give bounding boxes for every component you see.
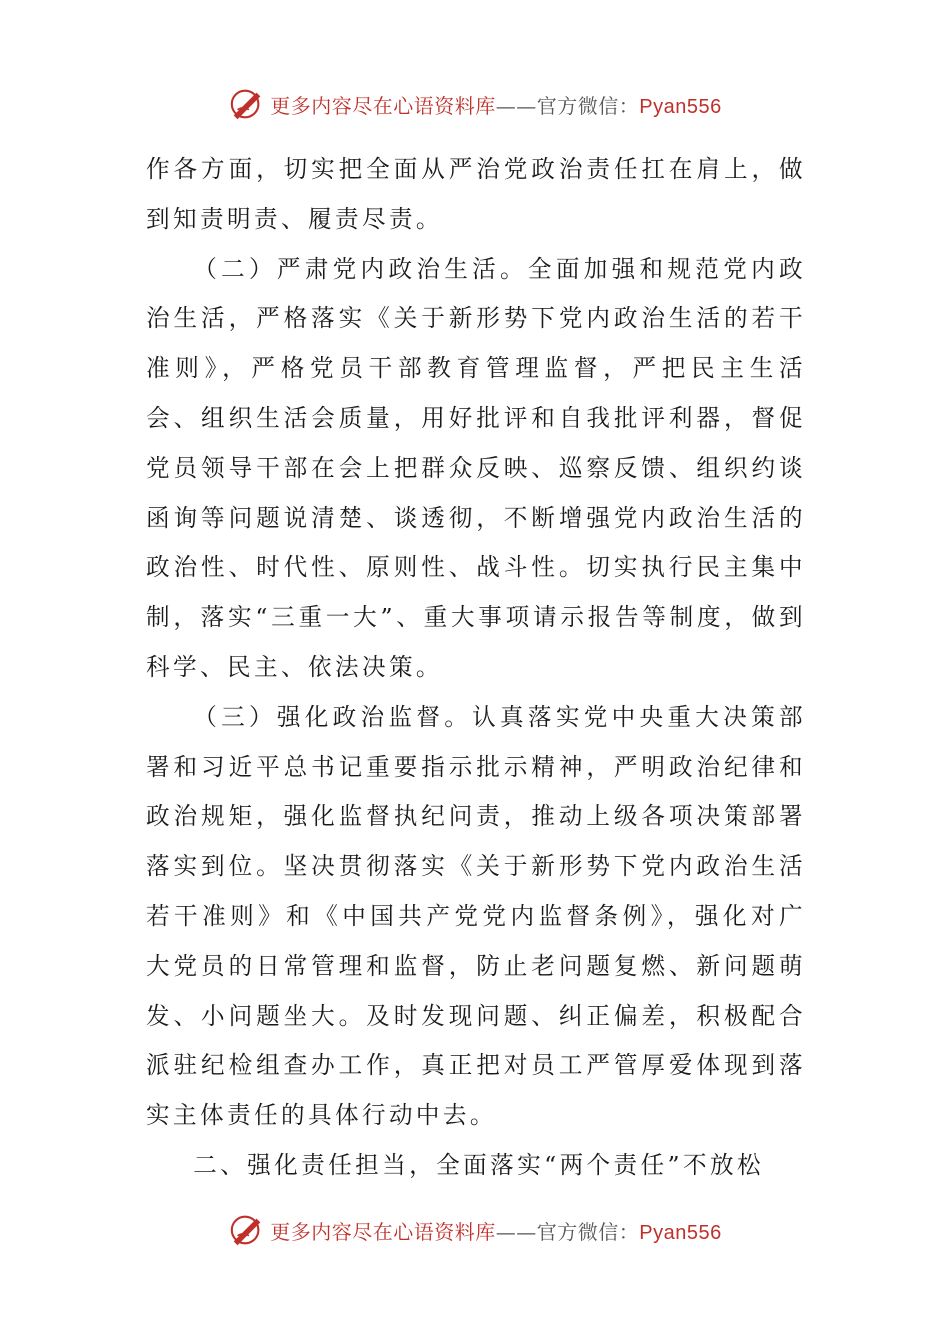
document-body: [146, 145, 806, 1191]
watermark-label: 官方微信：: [536, 93, 640, 118]
paragraph-continuation: 作各方面，切实把全面从严治党政治责任扛在肩上，做到知责明责、履责尽责。: [146, 155, 806, 233]
watermark-handle: Pyan556: [639, 95, 722, 118]
paragraph-section-two: （二）严肃党内政治生活。全面加强和规范党内政治生活，严格落实《关于新形势下党内政治生活的若干准则》，严格党员干部教育管理监督，严把民主生活会、组织生活会质量，用好批评和自我批评利器，督促党员领导干部在会上把群众反映、巡察反馈、组织约谈函询等问题说清楚、谈透彻，不断增强党内政治生活的政治性、时代性、原则性、战斗性。切实执行民主集中制，落实“三重一大”、重大事项请示报告等制度，做到科学、民主、依法决策。: [146, 254, 806, 681]
watermark-handle: Pyan556: [639, 1221, 722, 1244]
paragraph-section-three: （三）强化政治监督。认真落实党中央重大决策部署和习近平总书记重要指示批示精神，严明政治纪律和政治规矩，强化监督执纪问责，推动上级各项决策部署落实到位。坚决贯彻落实《关于新形势下党内政治生活若干准则》和《中国共产党党内监督条例》，强化对广大党员的日常管理和监督，防止老问题复燃、新问题萌发、小问题坐大。及时发现问题、纠正偏差，积极配合派驻纪检组查办工作，真正把对员工严管厚爱体现到落实主体责任的具体行动中去。: [146, 702, 806, 1130]
watermark-dash: ——: [495, 93, 537, 118]
watermark-banner-top: [0, 84, 950, 124]
watermark-text: 更多内容尽在心语资料库: [270, 1219, 496, 1244]
pen-circle-logo-icon: [228, 85, 266, 123]
watermark-banner-bottom: [0, 1210, 950, 1250]
pen-circle-logo-icon: [228, 1211, 266, 1249]
watermark-text: 更多内容尽在心语资料库: [270, 93, 496, 118]
section-heading: 二、强化责任担当，全面落实“两个责任”不放松: [193, 1150, 764, 1179]
watermark-dash: ——: [495, 1219, 537, 1244]
watermark-label: 官方微信：: [536, 1219, 640, 1244]
